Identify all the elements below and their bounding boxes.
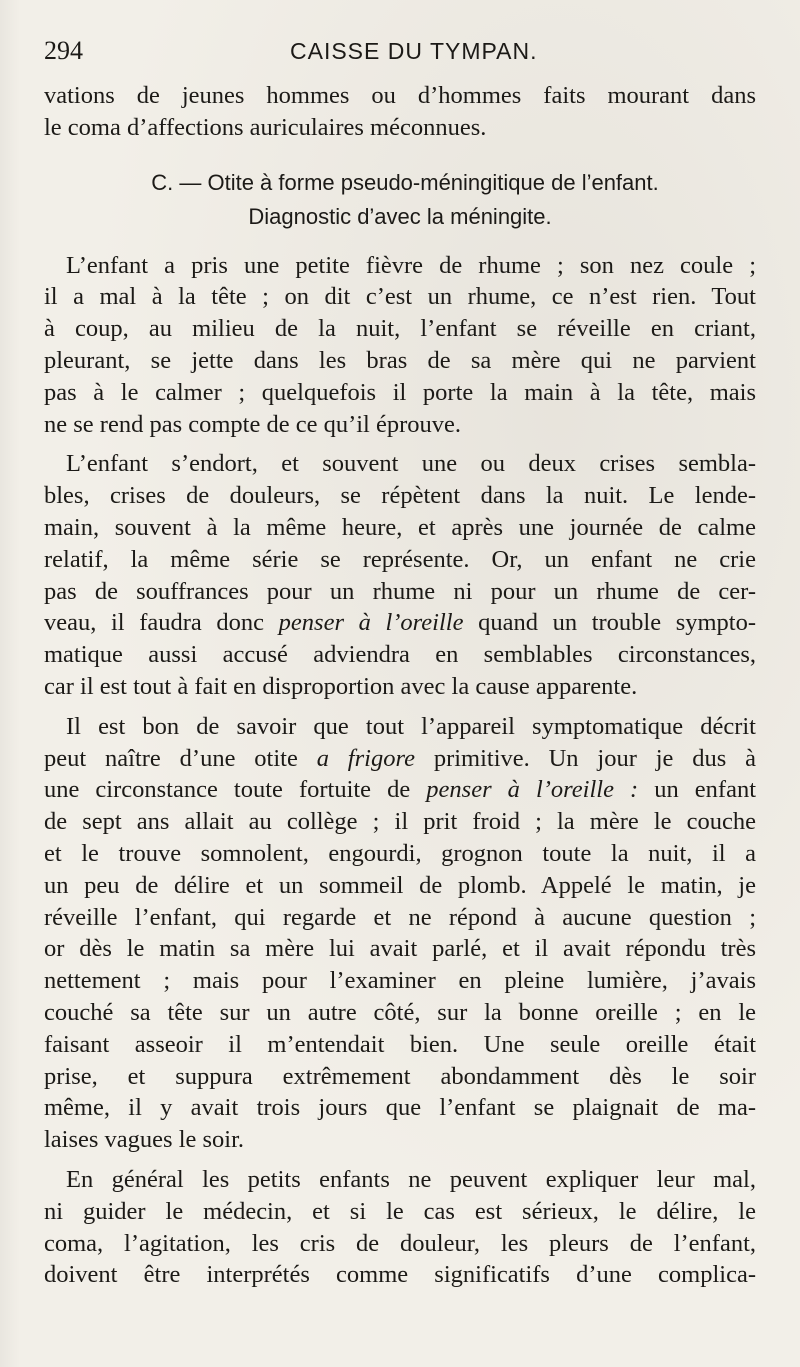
text-line: pleurant, se jette dans les bras de sa mère qui ne parvient xyxy=(44,346,756,374)
text-line: couché sa tête sur un autre côté, sur la bonne oreille ; en le xyxy=(44,998,756,1026)
text-line: et le trouve somnolent, engourdi, grognon toute la nuit, il a xyxy=(44,839,756,867)
text-line: doivent être interprétés comme significatifs d’une complica- xyxy=(44,1261,756,1289)
section-heading xyxy=(44,166,756,234)
paragraph xyxy=(44,711,756,1156)
paragraph xyxy=(44,448,756,702)
text-line: il a mal à la tête ; on dit c’est un rhume, ce n’est rien. Tout xyxy=(44,283,756,311)
text-line: Il est bon de savoir que tout l’appareil symptomatique décrit xyxy=(66,712,756,740)
text-run: primitive. Un jour je dus à xyxy=(433,744,757,772)
paragraph xyxy=(44,250,756,441)
paragraph xyxy=(44,1164,756,1291)
text-line xyxy=(44,743,756,775)
text-line: bles, crises de douleurs, se répètent dans la nuit. Le lende- xyxy=(44,482,756,510)
text-line: nettement ; mais pour l’examiner en pleine lumière, j’avais xyxy=(44,967,756,995)
text-line: coma, l’agitation, les cris de douleur, les pleurs de l’enfant, xyxy=(44,1229,756,1257)
paragraph-continuation xyxy=(44,80,756,144)
text-line: prise, et suppura extrêmement abondamment dès le soir xyxy=(44,1062,756,1090)
text-run: veau, il faudra donc xyxy=(44,609,265,637)
text-line: laises vagues le soir. xyxy=(44,1126,245,1154)
text-line: or dès le matin sa mère lui avait parlé, et il avait répondu très xyxy=(44,935,756,963)
text-line: un peu de délire et un sommeil de plomb. Appelé le matin, je xyxy=(44,871,756,899)
text-line: matique aussi accusé adviendra en semblables circonstances, xyxy=(44,641,756,669)
text-run: quand un trouble sympto- xyxy=(478,609,757,637)
text-line: à coup, au milieu de la nuit, l’enfant se réveille en criant, xyxy=(44,315,756,343)
text-line: relatif, la même série se représente. Or, un enfant ne crie xyxy=(44,545,756,573)
text-line: même, il y avait trois jours que l’enfant se plaignait de ma- xyxy=(44,1094,756,1122)
text-line: En général les petits enfants ne peuvent expliquer leur mal, xyxy=(66,1165,756,1193)
text-run: peut naître d’une otite xyxy=(44,744,298,772)
page-number: 294 xyxy=(44,36,83,65)
text-line: ne se rend pas compte de ce qu’il éprouve. xyxy=(44,410,462,438)
text-line: pas à le calmer ; quelquefois il porte la main à la tête, mais xyxy=(44,378,756,406)
section-heading-line: C. — Otite à forme pseudo-méningitique de l’enfant. xyxy=(151,169,659,195)
running-head xyxy=(44,36,764,66)
italic-phrase: a frigore xyxy=(316,744,415,772)
text-line: ni guider le médecin, et si le cas est sérieux, le délire, le xyxy=(44,1197,756,1225)
text-line: vations de jeunes hommes ou d’hommes faits mourant dans xyxy=(44,82,756,109)
text-line: faisant asseoir il m’entendait bien. Une seule oreille était xyxy=(44,1030,756,1058)
text-line: pas de souffrances pour un rhume ni pour un rhume de cer- xyxy=(44,577,756,605)
text-line: de sept ans allait au collège ; il prit froid ; la mère le couche xyxy=(44,808,756,836)
body-text xyxy=(44,80,756,1291)
text-run: une circonstance toute fortuite de xyxy=(44,776,411,804)
text-line: L’enfant a pris une petite fièvre de rhume ; son nez coule ; xyxy=(66,251,756,279)
text-line: L’enfant s’endort, et souvent une ou deux crises sembla- xyxy=(66,450,756,478)
text-line xyxy=(44,774,756,806)
text-line: le coma d’affections auriculaires méconnues. xyxy=(44,113,487,141)
italic-phrase: penser à l’oreille : xyxy=(426,776,639,804)
text-line: réveille l’enfant, qui regarde et ne répond à aucune question ; xyxy=(44,903,756,931)
italic-phrase: penser à l’oreille xyxy=(278,609,464,637)
section-heading-line: Diagnostic d’avec la méningite. xyxy=(248,203,552,229)
text-line xyxy=(44,607,756,639)
text-run: un enfant xyxy=(654,776,757,804)
text-line: main, souvent à la même heure, et après une journée de calme xyxy=(44,513,756,541)
text-line: car il est tout à fait en disproportion avec la cause apparente. xyxy=(44,672,638,700)
running-title: CAISSE DU TYMPAN. xyxy=(290,38,538,64)
